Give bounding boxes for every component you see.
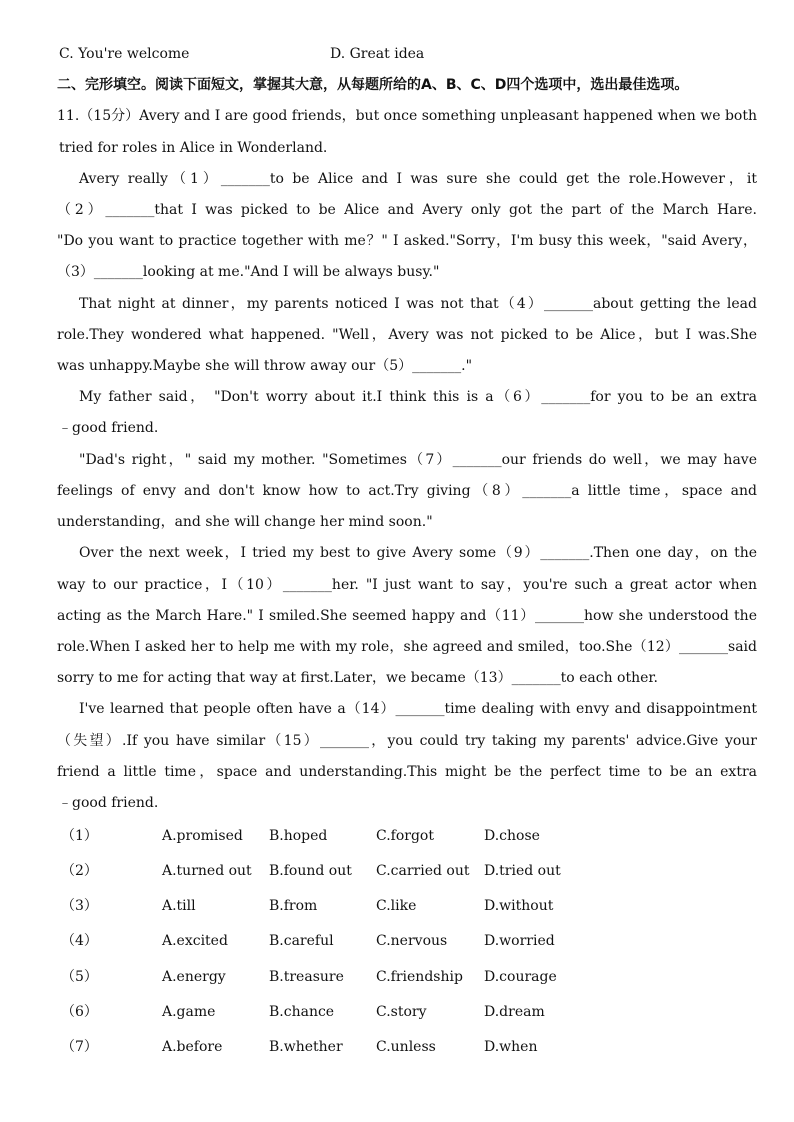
option-c[interactable]: C.forgot [376, 828, 434, 844]
option-b[interactable]: B.careful [269, 933, 334, 949]
passage-line: was unhappy.Maybe she will throw away our（5）_______." [57, 358, 473, 374]
option-c[interactable]: C.unless [376, 1039, 436, 1055]
passage-line: （失望）.If you have similar（15）_______，you could try taking my parents' advice.Give your [57, 733, 757, 749]
option-d[interactable]: D.when [484, 1039, 538, 1055]
option-d[interactable]: D.worried [484, 933, 555, 949]
option-b[interactable]: B.chance [269, 1004, 335, 1020]
option-b[interactable]: B.from [269, 898, 318, 914]
option-b[interactable]: B.whether [269, 1039, 343, 1055]
passage-line: feelings of envy and don't know how to act.Try giving（8）_______a little time，space and [57, 483, 757, 499]
option-row [0, 861, 794, 881]
question-number: （7） [61, 1039, 98, 1055]
option-a[interactable]: A.promised [162, 828, 243, 844]
option-row [0, 1037, 794, 1057]
question-number: （1） [61, 828, 98, 844]
passage-line: way to our practice，I（10）_______her. "I just want to say，you're such a great actor when [57, 577, 757, 593]
option-row [0, 967, 794, 987]
passage-line: （2）_______that I was picked to be Alice and Avery only got the part of the March Hare. [57, 202, 757, 218]
passage-line: "Dad's right，" said my mother. "Sometimes（7）_______our friends do well，we may have [79, 452, 757, 468]
question-number: （6） [61, 1004, 98, 1020]
option-row [0, 896, 794, 916]
passage-line: friend a little time，space and understanding.This might be the perfect time to be an extra [57, 764, 757, 780]
option-c[interactable]: C.nervous [376, 933, 448, 949]
option-b[interactable]: B.found out [269, 863, 352, 879]
option-a[interactable]: A.energy [162, 969, 226, 985]
passage-line: acting as the March Hare." I smiled.She seemed happy and（11）_______how she understood the [57, 608, 757, 624]
passage-line: sorry to me for acting that way at first.Later，we became（13）_______to each other. [57, 670, 658, 686]
option-b[interactable]: B.hoped [269, 828, 328, 844]
question-number: （5） [61, 969, 98, 985]
passage-line: （3）_______looking at me."And I will be always busy." [57, 264, 440, 280]
option-d[interactable]: D.without [484, 898, 554, 914]
passage-line: role.When I asked her to help me with my role，she agreed and smiled，too.She（12）_______said [57, 639, 757, 655]
passage-line: ﹣good friend. [58, 795, 159, 811]
passage-line: "Do you want to practice together with me？" I asked."Sorry，I'm busy this week，"said Avery， [57, 233, 757, 249]
option-d[interactable]: D.dream [484, 1004, 545, 1020]
passage-line: 11.（15分）Avery and I are good friends，but once something unpleasant happened when we both [57, 108, 757, 124]
passage-line: Over the next week，I tried my best to give Avery some（9）_______.Then one day，on the [79, 545, 757, 561]
option-c[interactable]: C.story [376, 1004, 427, 1020]
option-a[interactable]: A.till [162, 898, 196, 914]
option-d[interactable]: D.chose [484, 828, 540, 844]
question-number: （2） [61, 863, 98, 879]
passage-line: That night at dinner，my parents noticed I was not that（4）_______about getting the lead [79, 296, 757, 312]
previous-question-options [0, 44, 794, 64]
section-heading: 二、完形填空。阅读下面短文，掌握其大意，从每题所给的A、B、C、D四个选项中，选出最佳选项。 [57, 77, 689, 93]
option-a[interactable]: A.turned out [162, 863, 252, 879]
option-a[interactable]: A.excited [162, 933, 228, 949]
passage-line: role.They wondered what happened. "Well，Avery was not picked to be Alice，but I was.She [57, 327, 757, 343]
option-row [0, 931, 794, 951]
passage-line: ﹣good friend. [58, 420, 159, 436]
option-row [0, 1002, 794, 1022]
passage-line: tried for roles in Alice in Wonderland. [59, 140, 328, 156]
option-d[interactable]: D.courage [484, 969, 557, 985]
option-d: D. Great idea [330, 46, 425, 62]
passage-line: Avery really（1）_______to be Alice and I was sure she could get the role.However，it [79, 171, 757, 187]
option-c[interactable]: C.carried out [376, 863, 470, 879]
option-row [0, 826, 794, 846]
question-number: （4） [61, 933, 98, 949]
option-c[interactable]: C.like [376, 898, 417, 914]
option-a[interactable]: A.before [162, 1039, 223, 1055]
option-d[interactable]: D.tried out [484, 863, 561, 879]
passage-line: My father said， "Don't worry about it.I think this is a（6）_______for you to be an extra [79, 389, 757, 405]
option-c: C. You're welcome [59, 46, 190, 62]
option-a[interactable]: A.game [162, 1004, 216, 1020]
option-b[interactable]: B.treasure [269, 969, 344, 985]
passage-line: understanding，and she will change her mind soon." [57, 514, 433, 530]
passage-line: I've learned that people often have a（14）_______time dealing with envy and disappointment [79, 701, 757, 717]
question-number: （3） [61, 898, 98, 914]
option-c[interactable]: C.friendship [376, 969, 463, 985]
